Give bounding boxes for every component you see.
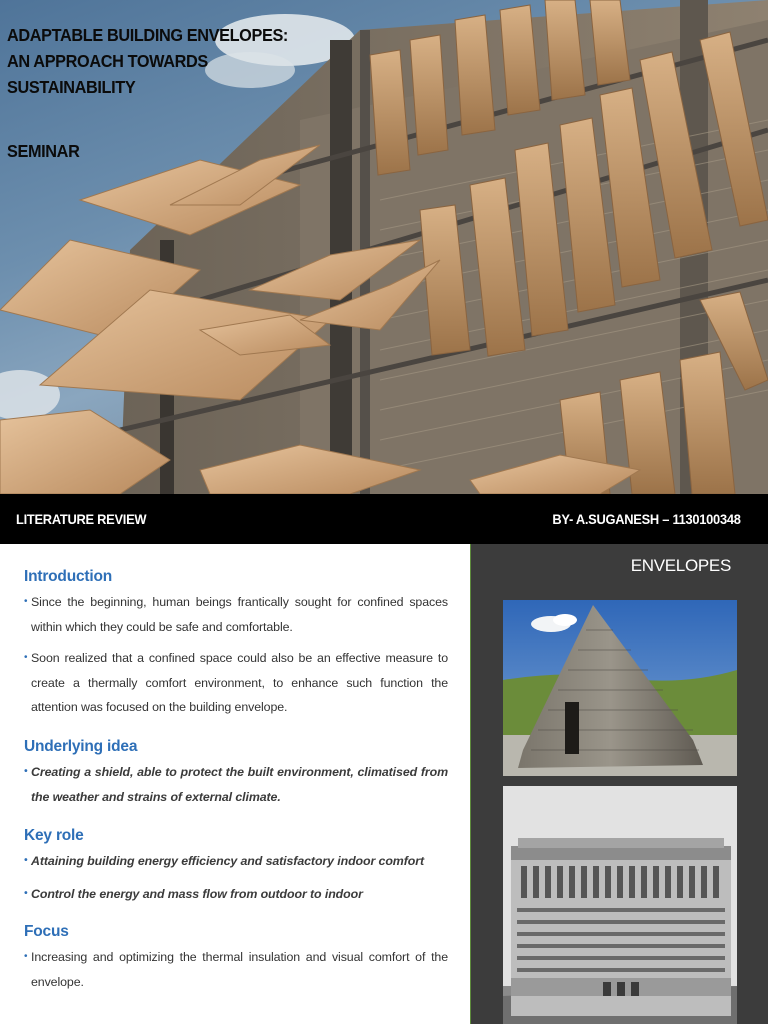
bullet-item: • Control the energy and mass flow from outdoor to indoor [24,882,448,907]
bullet-item: • Attaining building energy efficiency and satisfactory indoor comfort [24,849,448,874]
title-line-2: AN APPROACH TOWARDS [7,51,208,71]
section-focus [24,923,448,994]
title-line-1: ADAPTABLE BUILDING ENVELOPES: [7,25,288,45]
section-introduction [24,568,448,720]
info-band [0,494,768,544]
section-heading: Underlying idea [24,738,138,755]
bullet-list [24,590,448,720]
stone-oratory-image [503,600,737,776]
bullet-list [24,760,448,809]
section-label: LITERATURE REVIEW [16,511,147,527]
bullet-item: • Creating a shield, able to protect the built environment, climatised from the weather and strains of external climate. [24,760,448,809]
bullet-item: • Increasing and optimizing the thermal insulation and visual comfort of the envelope. [24,945,448,994]
content-panel [0,544,468,1024]
envelopes-sidebar [470,544,768,1024]
author-label: BY- A.SUGANESH – 1130100348 [552,511,741,527]
bullet-item: • Since the beginning, human beings frantically sought for confined spaces within which they could be safe and comfortable. [24,590,448,639]
presentation-title [7,22,288,100]
hero-banner [0,0,768,494]
title-line-3: SUSTAINABILITY [7,77,136,97]
presentation-subtitle: SEMINAR [7,141,80,161]
bullet-list [24,945,448,994]
section-underlying-idea [24,738,448,809]
bullet-list [24,849,448,906]
section-heading: Introduction [24,568,112,585]
bullet-item: • Soon realized that a confined space could also be an effective measure to create a thermally comfort environment, to enhance such function the attention was focused on the building envelope. [24,646,448,720]
historic-building-image [503,786,737,1024]
section-heading: Focus [24,923,69,940]
section-heading: Key role [24,827,84,844]
section-key-role [24,827,448,906]
sidebar-title: ENVELOPES [630,556,731,575]
